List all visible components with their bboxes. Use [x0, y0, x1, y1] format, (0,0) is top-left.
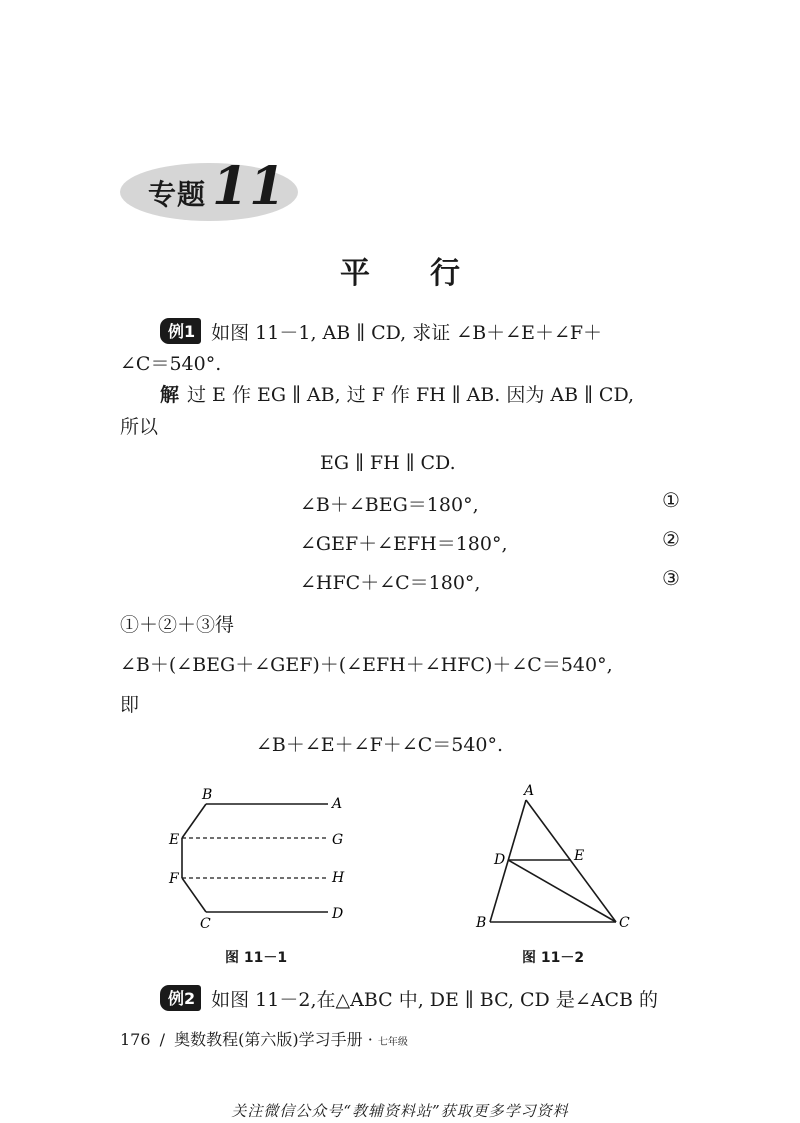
- bottom-note: 关注微信公众号“教辅资料站”获取更多学习资料: [231, 1102, 569, 1120]
- label-E: E: [169, 832, 180, 848]
- equation-2: ∠GEF＋∠EFH＝180°,: [300, 533, 508, 555]
- figure-11-1-caption: 图 11－1: [225, 950, 288, 966]
- label-B: B: [476, 915, 487, 931]
- figure-11-1: [160, 786, 360, 936]
- equation-2-number: ②: [662, 527, 680, 551]
- solution-text-line1: 过 E 作 EG ∥ AB, 过 F 作 FH ∥ AB. 因为 AB ∥ CD,: [187, 384, 635, 406]
- label-A: A: [524, 783, 535, 799]
- example1-solution-line2: 所以: [120, 416, 159, 438]
- label-D: D: [332, 906, 344, 922]
- parallel-statement: EG ∥ FH ∥ CD.: [320, 452, 456, 474]
- example1-line1: [160, 318, 602, 345]
- label-D: D: [494, 852, 506, 868]
- equation-3: ∠HFC＋∠C＝180°,: [300, 572, 481, 594]
- label-A: A: [332, 796, 343, 812]
- figure-11-2-caption: 图 11－2: [522, 950, 585, 966]
- segment-BE: [182, 804, 206, 838]
- label-G: G: [332, 832, 344, 848]
- example2-line1: [160, 985, 658, 1012]
- equation-1: ∠B＋∠BEG＝180°,: [300, 494, 479, 516]
- example1-solution-line1: [160, 380, 634, 407]
- page-title: 平行: [340, 256, 520, 291]
- example1-tag: 例1: [160, 318, 201, 344]
- segment-AC: [526, 800, 616, 922]
- label-C: C: [200, 916, 211, 932]
- example2-problem-line1: 如图 11－2,在△ABC 中, DE ∥ BC, CD 是∠ACB 的: [211, 989, 658, 1011]
- ji-line: 即: [120, 694, 140, 716]
- page-footer: [120, 1027, 408, 1050]
- figure-11-2: [470, 780, 640, 940]
- topic-label: 专题: [148, 178, 207, 211]
- grade-label: 七年级: [377, 1037, 408, 1048]
- segment-DC: [508, 860, 616, 922]
- conclusion: ∠B＋∠E＋∠F＋∠C＝540°.: [256, 734, 504, 756]
- footer-separator: /: [159, 1030, 166, 1049]
- solution-tag: 解: [160, 384, 180, 406]
- label-B: B: [202, 787, 213, 803]
- label-C: C: [619, 915, 630, 931]
- example2-tag: 例2: [160, 985, 201, 1011]
- example1-problem-line1: 如图 11－1, AB ∥ CD, 求证 ∠B＋∠E＋∠F＋: [211, 322, 603, 344]
- expanded-line: ∠B＋(∠BEG＋∠GEF)＋(∠EFH＋∠HFC)＋∠C＝540°,: [120, 654, 613, 676]
- book-title: 奥数教程(第六版)学习手册 ·: [174, 1030, 373, 1049]
- page-number: 176: [120, 1030, 151, 1049]
- label-E: E: [574, 848, 585, 864]
- example1-problem-line2: ∠C＝540°.: [120, 353, 222, 375]
- equation-3-number: ③: [662, 566, 680, 590]
- segment-FC: [182, 878, 206, 912]
- label-F: F: [169, 871, 179, 887]
- equation-1-number: ①: [662, 488, 680, 512]
- sum-line: ①＋②＋③得: [120, 614, 235, 636]
- label-H: H: [332, 870, 345, 886]
- topic-number: 11: [212, 156, 287, 217]
